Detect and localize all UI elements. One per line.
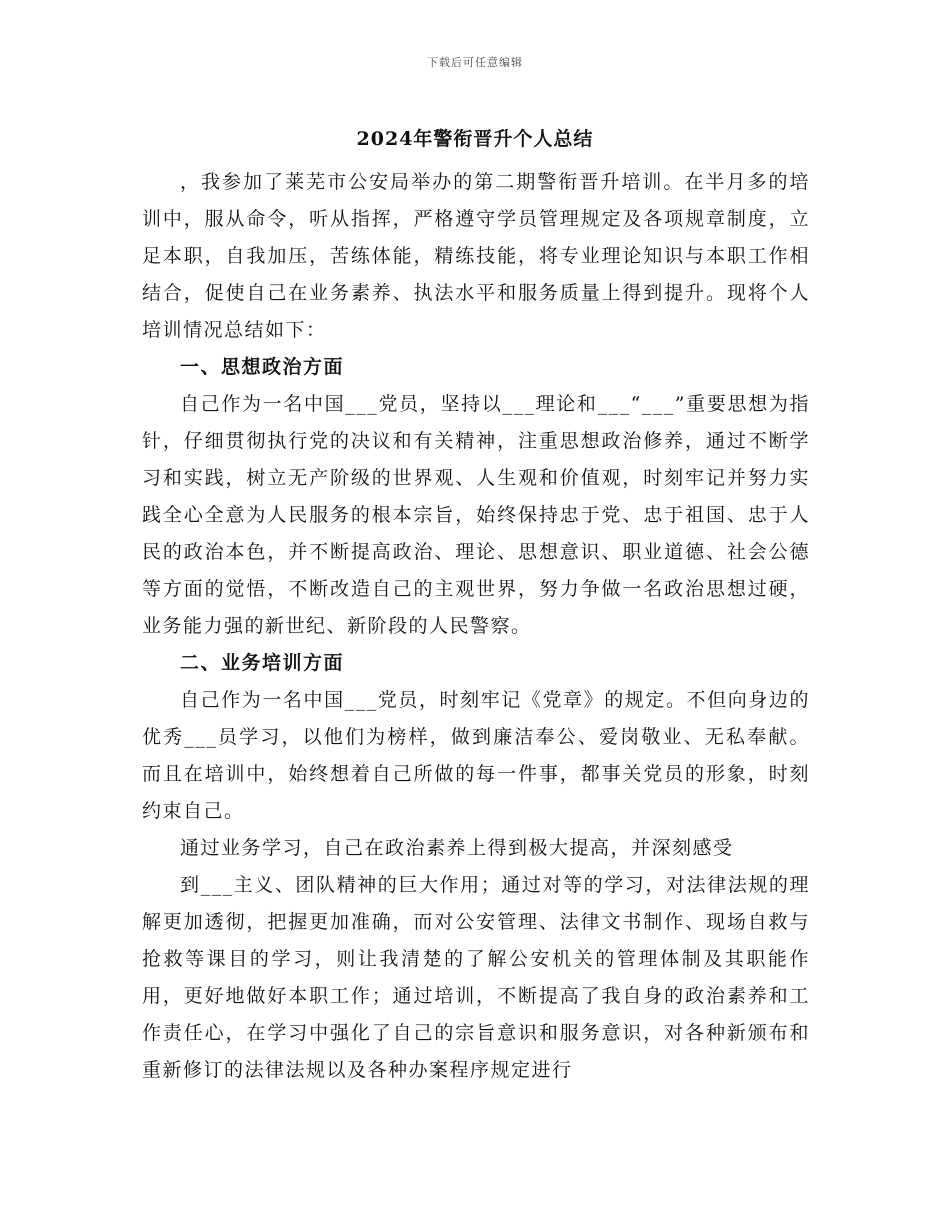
business-paragraph-3: 到___主义、团队精神的巨大作用；通过对等的学习，对法律法规的理解更加透彻，把握更加准确，而对公安管理、法律文书制作、现场自救与抢救等课目的学习，则让我清楚的了解公安机关的管理体制及其职能作用，更好地做好本职工作；通过培训，不断提高了我自身的政治素养和工作责任心，在学习中强化了自己的宗旨意识和服务意识，对各种新颁布和重新修订的法律法规以及各种办案程序规定进行 xyxy=(142,874,810,1081)
political-paragraph: 自己作为一名中国___党员，坚持以___理论和___“___”重要思想为指针，仔细贯彻执行党的决议和有关精神，注重思想政治修养，通过不断学习和实践，树立无产阶级的世界观、人生观和价值观，时刻牢记并努力实践全心全意为人民服务的根本宗旨，始终保持忠于党、忠于祖国、忠于人民的政治本色，并不断提高政治、理论、思想意识、职业道德、社会公德等方面的觉悟，不断改造自己的主观世界，努力争做一名政治思想过硬，业务能力强的新世纪、新阶段的人民警察。 xyxy=(142,393,810,637)
document-title: 2024年警衔晋升个人总结 xyxy=(356,128,594,150)
section-heading-political: 一、思想政治方面 xyxy=(180,356,345,378)
business-paragraph-1: 自己作为一名中国___党员，时刻牢记《党章》的规定。不但向身边的优秀___员学习，以他们为榜样，做到廉洁奉公、爱岗敬业、无私奉献。而且在培训中，始终想着自己所做的每一件事，都事关党员的形象，时刻约束自己。 xyxy=(142,689,810,822)
business-paragraph-2: 通过业务学习，自己在政治素养上得到极大提高，并深刻感受 xyxy=(180,837,734,859)
intro-paragraph: ，我参加了莱芜市公安局举办的第二期警衔晋升培训。在半月多的培训中，服从命令，听从指挥，严格遵守学员管理规定及各项规章制度，立足本职，自我加压，苦练体能，精练技能，将专业理论知识与本职工作相结合，促使自己在业务素养、执法水平和服务质量上得到提升。现将个人培训情况总结如下： xyxy=(142,171,810,341)
document-body xyxy=(142,164,810,1089)
section-heading-business: 二、业务培训方面 xyxy=(180,652,345,674)
page-header-note: 下载后可任意编辑 xyxy=(427,56,523,69)
